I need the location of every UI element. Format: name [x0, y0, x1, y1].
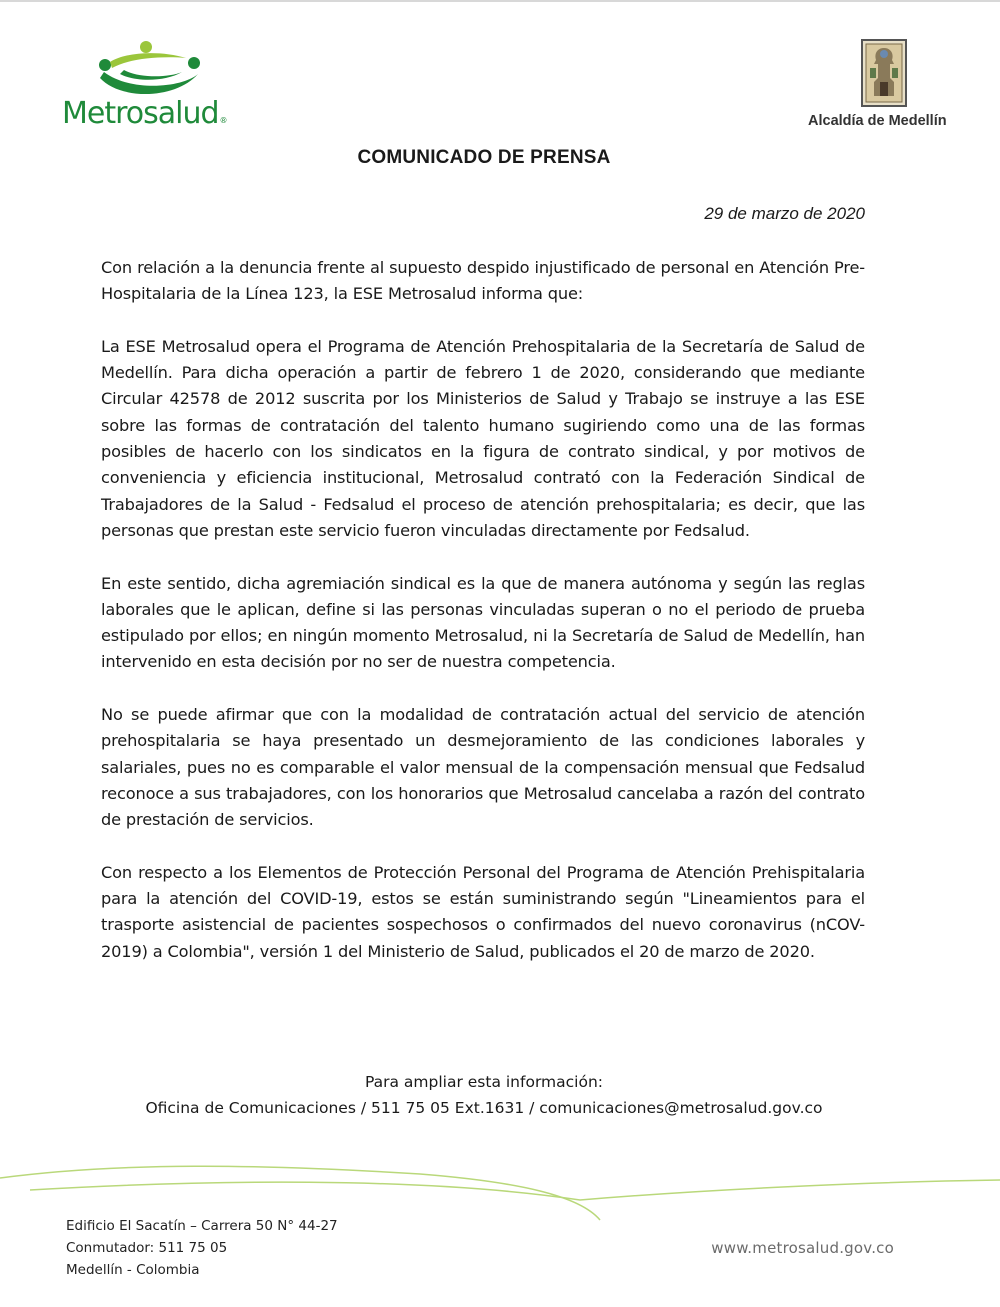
- footer-address: [66, 1215, 338, 1281]
- document-date: 29 de marzo de 2020: [704, 204, 865, 223]
- alcaldia-name: Alcaldía de Medellín: [808, 113, 947, 129]
- paragraph: En este sentido, dicha agremiación sindical es la que de manera autónoma y según las reglas laborales que le aplican, define si las personas vinculadas superan o no el periodo de prueba estipulado por ellos; en ningún momento Metrosalud, ni la Secretaría de Salud de Medellín, han intervenido en esta decisión por no ser de nuestra competencia.: [101, 573, 865, 672]
- alcaldia-medellin-logo: [800, 38, 970, 133]
- metrosalud-figures-logo: [90, 38, 210, 96]
- contact-intro: Para ampliar esta información:: [364, 1073, 604, 1091]
- document-title: COMUNICADO DE PRENSA: [357, 147, 611, 168]
- address-line: Conmutador: 511 75 05: [66, 1240, 228, 1256]
- paragraph: La ESE Metrosalud opera el Programa de Atención Prehospitalaria de la Secretaría de Salud de Medellín. Para dicha operación a partir de febrero 1 de 2020, considerando que mediante Circular 42578 de 2012 suscrita por los Ministerios de Salud y Trabajo se instruye a las ESE sobre las formas de contratación del talento humano sugiriendo como una de las formas posibles de hacerlo con los sindicatos en la figura de contrato sindical, y por motivos de conveniencia y eficiencia institucional, Metrosalud contrató con la Federación Sindical de Trabajadores de la Salud - Fedsalud el proceso de atención prehospitalaria; es decir, que las personas que prestan este servicio fueron vinculadas directamente por Fedsalud.: [101, 336, 865, 540]
- paragraph: No se puede afirmar que con la modalidad de contratación actual del servicio de atención prehospitalaria se haya presentado un desmejoramiento de las condiciones laborales y salariales, pues no es comparable el valor mensual de la compensación mensual que Fedsalud reconoce a sus trabajadores, con los honorarios que Metrosalud cancelaba a razón del contrato de prestación de servicios.: [101, 705, 865, 830]
- document-body: [101, 255, 865, 991]
- address-line: Medellín - Colombia: [66, 1262, 200, 1278]
- page-top-border: [0, 0, 1000, 2]
- paragraph: Con respecto a los Elementos de Protección Personal del Programa de Atención Prehispitalaria para la atención del COVID-19, estos se están suministrando según "Lineamientos para el trasporte asistencial de pacientes sospechosos o confirmados del nuevo coronavirus (nCOV-2019) a Colombia", versión 1 del Ministerio de Salud, publicados el 20 de marzo de 2020.: [101, 862, 865, 961]
- footer-website: www.metrosalud.gov.co: [711, 1239, 894, 1257]
- medellin-coat-of-arms-icon: [860, 38, 908, 108]
- paragraph: Con relación a la denuncia frente al supuesto despido injustificado de personal en Atención Pre-Hospitalaria de la Línea 123, la ESE Metrosalud informa que:: [101, 258, 865, 304]
- contact-details: Oficina de Comunicaciones / 511 75 05 Ext.1631 / comunicaciones@metrosalud.gov.co: [145, 1099, 823, 1117]
- address-line: Edificio El Sacatín – Carrera 50 N° 44-27: [66, 1218, 338, 1234]
- contact-info: [0, 1069, 968, 1121]
- metrosalud-logo: [60, 38, 240, 133]
- metrosalud-wordmark: Metrosalud®: [62, 96, 227, 131]
